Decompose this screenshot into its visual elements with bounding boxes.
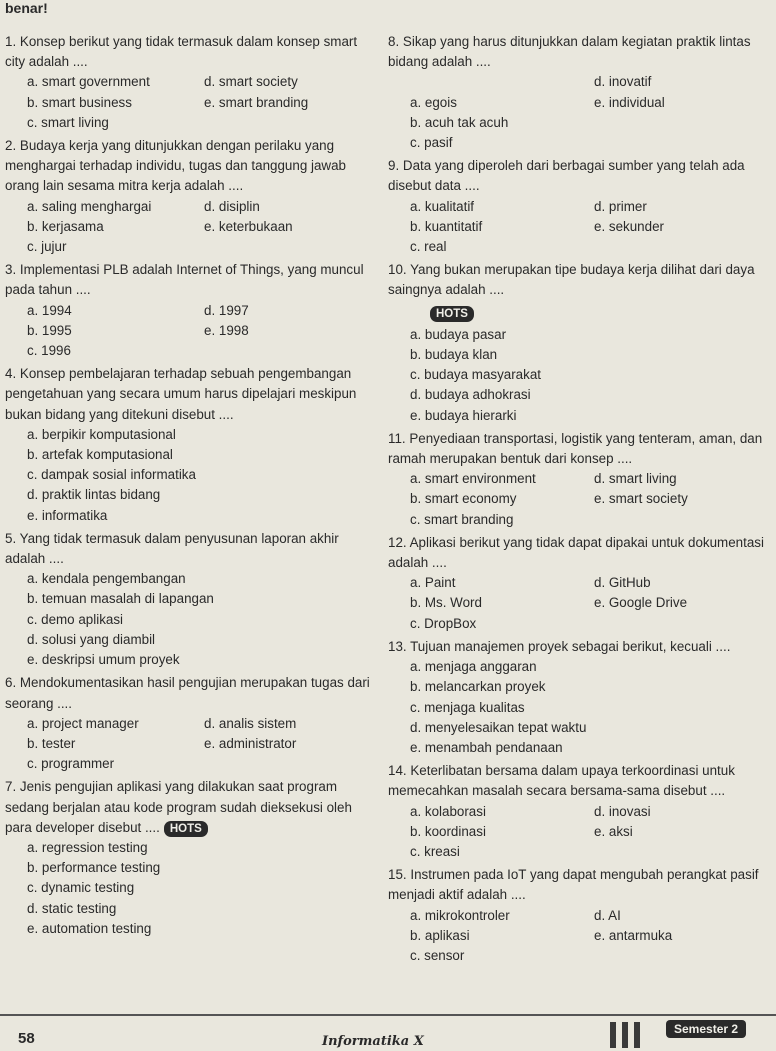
answer-option[interactable]: a. kualitatif xyxy=(410,198,475,214)
answer-options xyxy=(5,569,375,670)
question-number: 12. xyxy=(388,534,407,550)
question-number: 5. xyxy=(5,530,17,546)
question-text: Instrumen pada IoT yang dapat mengubah perangkat pasif menjadi aktif adalah .... xyxy=(388,867,759,903)
answer-option[interactable]: b. temuan masalah di lapangan xyxy=(27,591,214,607)
question-number: 1. xyxy=(5,34,17,49)
question-text: Aplikasi berikut yang tidak dapat dipakai untuk dokumentasi adalah .... xyxy=(388,534,764,571)
answer-option[interactable]: d. smart society xyxy=(204,74,298,90)
answer-option[interactable]: b. melancarkan proyek xyxy=(410,679,546,695)
decorative-bar xyxy=(634,1022,640,1048)
question-text: Yang bukan merupakan tipe budaya kerja dilihat dari daya saingnya adalah .... xyxy=(388,262,755,298)
answer-option[interactable]: e. budaya hierarki xyxy=(410,407,517,423)
answer-option[interactable]: c. menjaga kualitas xyxy=(410,699,525,715)
question-number: 3. xyxy=(5,262,17,278)
question-stem xyxy=(5,136,375,197)
right-column xyxy=(388,32,772,969)
answer-option[interactable]: b. kerjasama xyxy=(27,218,104,234)
answer-option[interactable] xyxy=(410,72,588,92)
answer-option[interactable]: b. koordinasi xyxy=(410,823,486,839)
answer-option[interactable]: e. smart branding xyxy=(204,94,309,110)
answer-option[interactable]: c. budaya masyarakat xyxy=(410,367,541,383)
answer-option[interactable]: a. saling menghargai xyxy=(27,198,152,214)
answer-option[interactable]: b. 1995 xyxy=(27,322,72,338)
answer-option[interactable]: c. smart living xyxy=(27,114,109,130)
answer-option[interactable]: d. primer xyxy=(594,198,647,214)
left-column xyxy=(5,32,375,942)
question-text: Implementasi PLB adalah Internet of Things, yang muncul pada tahun .... xyxy=(5,262,364,298)
answer-option[interactable]: e. aksi xyxy=(594,823,633,839)
answer-options xyxy=(5,425,375,526)
subject-label: Informatika X xyxy=(322,1034,424,1049)
answer-option[interactable]: e. Google Drive xyxy=(594,595,688,611)
question-1 xyxy=(5,32,375,133)
answer-option[interactable]: d. inovasi xyxy=(594,803,651,819)
page-footer xyxy=(0,1012,776,1051)
answer-option[interactable]: b. aplikasi xyxy=(410,927,470,943)
question-10 xyxy=(388,260,772,426)
question-stem xyxy=(5,777,375,838)
answer-option[interactable] xyxy=(594,113,772,133)
answer-option[interactable]: b. budaya klan xyxy=(410,347,498,363)
question-stem xyxy=(388,429,772,469)
answer-options xyxy=(388,573,772,634)
question-text: Mendokumentasikan hasil pengujian merupakan tugas dari seorang .... xyxy=(5,675,370,711)
answer-option[interactable]: b. Ms. Word xyxy=(410,595,482,611)
question-stem xyxy=(388,156,772,196)
question-4 xyxy=(5,364,375,526)
answer-options xyxy=(5,714,375,775)
answer-option[interactable]: d. static testing xyxy=(27,900,117,916)
question-text: Yang tidak termasuk dalam penyusunan laporan akhir adalah .... xyxy=(5,530,339,567)
question-5 xyxy=(5,529,375,670)
question-number: 11. xyxy=(388,430,406,446)
answer-option[interactable]: d. disiplin xyxy=(204,198,260,214)
answer-option[interactable]: c. demo aplikasi xyxy=(27,611,124,627)
answer-option[interactable]: a. menjaga anggaran xyxy=(410,659,537,675)
answer-option[interactable]: d. GitHub xyxy=(594,575,651,591)
answer-options xyxy=(388,802,772,863)
question-number: 7. xyxy=(5,779,17,795)
answer-option[interactable]: e. sekunder xyxy=(594,218,664,234)
answer-options xyxy=(388,469,772,530)
question-14 xyxy=(388,761,772,862)
answer-option[interactable]: b. artefak komputasional xyxy=(27,447,173,463)
answer-option[interactable]: c. dynamic testing xyxy=(27,880,135,896)
answer-options xyxy=(388,72,772,153)
question-stem xyxy=(5,364,375,425)
answer-option[interactable]: c. sensor xyxy=(410,947,465,963)
question-11 xyxy=(388,429,772,530)
answer-option[interactable]: e. 1998 xyxy=(204,322,249,338)
answer-option[interactable]: e. deskripsi umum proyek xyxy=(27,652,180,668)
question-number: 6. xyxy=(5,675,17,691)
answer-option[interactable]: e. informatika xyxy=(27,507,108,523)
question-stem xyxy=(388,533,772,573)
answer-option[interactable]: b. acuh tak acuh xyxy=(410,114,509,130)
question-text: Konsep pembelajaran terhadap sebuah pengembangan pengetahuan yang secara umum harus dipelajari meskipun bukan bidang yang ditekuni disebut .... xyxy=(5,366,357,422)
answer-option[interactable]: e. administrator xyxy=(204,735,297,751)
answer-option[interactable]: c. jujur xyxy=(27,239,67,255)
page-number: 58 xyxy=(18,1030,35,1047)
question-9 xyxy=(388,156,772,257)
question-number: 14. xyxy=(388,763,407,779)
question-stem xyxy=(388,865,772,905)
answer-option[interactable]: b. smart economy xyxy=(410,491,517,507)
question-12 xyxy=(388,533,772,634)
answer-option[interactable]: a. 1994 xyxy=(27,302,72,318)
question-stem xyxy=(388,637,772,657)
answer-options xyxy=(388,657,772,758)
question-stem xyxy=(5,32,375,72)
answer-option[interactable]: a. berpikir komputasional xyxy=(27,426,176,442)
question-number: 2. xyxy=(5,138,17,154)
answer-option[interactable]: d. inovatif xyxy=(594,74,652,90)
question-text: Jenis pengujian aplikasi yang dilakukan saat program sedang berjalan atau kode program sudah dieksekusi oleh para developer disebut .... xyxy=(5,779,352,835)
question-number: 13. xyxy=(388,638,407,654)
answer-option[interactable]: d. menyelesaikan tepat waktu xyxy=(410,719,587,735)
question-stem xyxy=(388,32,772,72)
decorative-bar xyxy=(610,1022,616,1048)
answer-options xyxy=(388,906,772,967)
question-text: Penyediaan transportasi, logistik yang tenteram, aman, dan ramah merupakan bentuk dari konsep .... xyxy=(388,430,763,467)
answer-option[interactable]: e. individual xyxy=(594,94,665,110)
question-stem xyxy=(388,761,772,801)
answer-option[interactable]: b. tester xyxy=(27,735,76,751)
answer-options xyxy=(388,325,772,426)
answer-option[interactable]: d. analis sistem xyxy=(204,715,297,731)
question-6 xyxy=(5,673,375,774)
question-3 xyxy=(5,260,375,361)
question-text: Sikap yang harus ditunjukkan dalam kegiatan praktik lintas bidang adalah .... xyxy=(388,34,751,70)
answer-option[interactable]: b. performance testing xyxy=(27,860,161,876)
answer-option[interactable]: e. antarmuka xyxy=(594,927,673,943)
answer-option[interactable]: a. kendala pengembangan xyxy=(27,571,186,587)
answer-option[interactable]: c. DropBox xyxy=(410,615,477,631)
answer-option[interactable]: c. pasif xyxy=(410,135,453,151)
answer-option[interactable]: d. AI xyxy=(594,907,621,923)
question-text: Keterlibatan bersama dalam upaya terkoordinasi untuk memecahkan masalah secara bersama-sama disebut .... xyxy=(388,763,735,799)
answer-options xyxy=(5,838,375,939)
question-text: Tujuan manajemen proyek sebagai berikut, kecuali .... xyxy=(410,638,731,654)
question-15 xyxy=(388,865,772,966)
answer-options xyxy=(388,197,772,258)
question-stem xyxy=(5,529,375,569)
answer-option[interactable]: b. smart business xyxy=(27,94,132,110)
answer-option[interactable]: c. dampak sosial informatika xyxy=(27,467,196,483)
answer-option[interactable]: a. kolaborasi xyxy=(410,803,486,819)
question-number: 8. xyxy=(388,34,400,49)
question-stem xyxy=(5,673,375,713)
question-stem xyxy=(5,260,375,300)
answer-option[interactable]: c. 1996 xyxy=(27,343,71,359)
answer-option[interactable]: d. praktik lintas bidang xyxy=(27,487,161,503)
question-number: 15. xyxy=(388,867,407,883)
answer-option[interactable]: a. budaya pasar xyxy=(410,326,507,342)
question-8 xyxy=(388,32,772,153)
question-7 xyxy=(5,777,375,939)
hots-badge: HOTS xyxy=(430,306,474,322)
answer-option[interactable]: a. smart environment xyxy=(410,471,536,487)
answer-option[interactable]: a. project manager xyxy=(27,715,139,731)
answer-option[interactable]: d. 1997 xyxy=(204,302,249,318)
question-number: 4. xyxy=(5,366,17,382)
question-number: 9. xyxy=(388,158,400,174)
answer-option[interactable]: d. smart living xyxy=(594,471,677,487)
answer-option[interactable]: a. Paint xyxy=(410,575,456,591)
answer-option[interactable]: a. smart government xyxy=(27,74,150,90)
answer-option[interactable]: e. keterbukaan xyxy=(204,218,293,234)
answer-option[interactable]: d. budaya adhokrasi xyxy=(410,387,531,403)
question-number: 10. xyxy=(388,262,407,278)
answer-option[interactable]: d. solusi yang diambil xyxy=(27,631,156,647)
question-2 xyxy=(5,136,375,257)
answer-option[interactable]: c. real xyxy=(410,239,447,255)
hots-badge: HOTS xyxy=(164,821,208,837)
answer-options xyxy=(5,72,375,133)
question-text: Data yang diperoleh dari berbagai sumber yang telah ada disebut data .... xyxy=(388,158,745,194)
answer-option[interactable]: c. programmer xyxy=(27,756,115,772)
page-header: benar! xyxy=(5,0,48,16)
answer-options xyxy=(5,197,375,258)
answer-option[interactable]: c. smart branding xyxy=(410,511,514,527)
question-13 xyxy=(388,637,772,758)
answer-option[interactable]: e. menambah pendanaan xyxy=(410,739,563,755)
answer-options xyxy=(5,301,375,362)
decorative-bar xyxy=(622,1022,628,1048)
answer-option[interactable]: e. automation testing xyxy=(27,920,152,936)
answer-option[interactable]: b. kuantitatif xyxy=(410,218,483,234)
answer-option[interactable]: e. smart society xyxy=(594,491,688,507)
question-text: Budaya kerja yang ditunjukkan dengan perilaku yang menghargai terhadap individu, tugas dan tanggung jawab orang lain sesama mitra kerja adalah .... xyxy=(5,138,346,194)
answer-option[interactable]: a. mikrokontroler xyxy=(410,907,510,923)
footer-divider xyxy=(0,1014,776,1016)
question-stem xyxy=(388,260,772,300)
question-text: Konsep berikut yang tidak termasuk dalam konsep smart city adalah .... xyxy=(5,34,358,70)
answer-option[interactable]: c. kreasi xyxy=(410,843,460,859)
answer-option[interactable]: a. egois xyxy=(410,94,457,110)
answer-option[interactable]: a. regression testing xyxy=(27,839,148,855)
semester-badge: Semester 2 xyxy=(666,1020,746,1038)
